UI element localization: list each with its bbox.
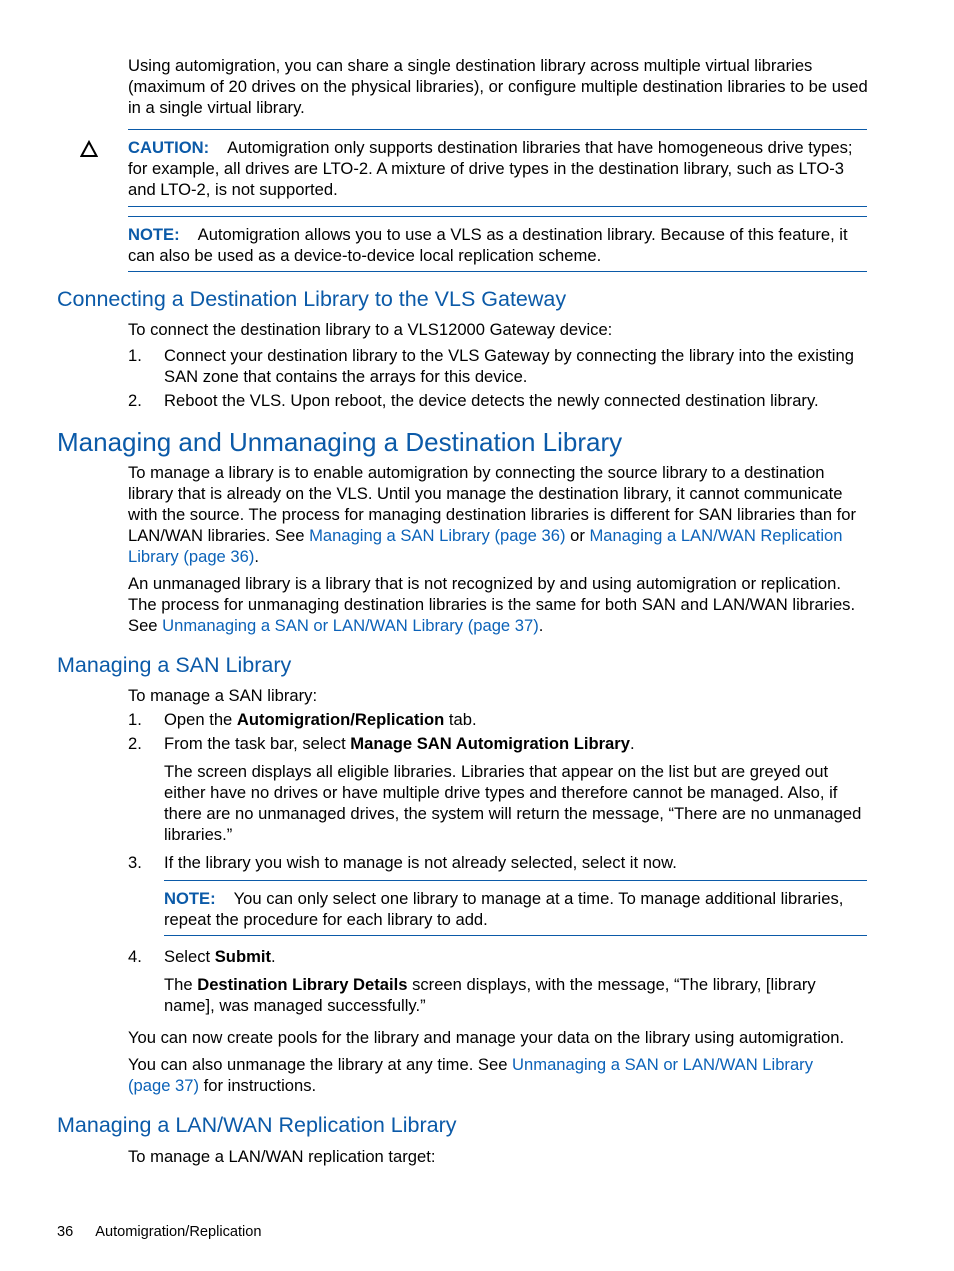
san-note-paragraph xyxy=(164,888,868,930)
link-unmanaging-library-2[interactable]: Unmanaging a SAN or LAN/WAN Library (page 37) xyxy=(128,1055,814,1095)
caution-label: CAUTION: xyxy=(128,138,210,157)
san-step-4-post: . xyxy=(270,947,276,966)
san-step-1-pre: Open the xyxy=(164,710,237,729)
connect-step-1-text: Connect your destination library to the VLS Gateway by connecting the library into the existing SAN zone that contains the arrays for this device. xyxy=(164,346,854,386)
manage-p1-mid: or xyxy=(565,526,590,545)
san-note-top-rule xyxy=(164,880,867,881)
section-heading-lanwan-library: Managing a LAN/WAN Replication Library xyxy=(57,1113,457,1137)
connect-step-2-text: Reboot the VLS. Upon reboot, the device detects the newly connected destination library. xyxy=(164,391,819,410)
san-step-2-bold: Manage SAN Automigration Library xyxy=(350,734,630,753)
note-bottom-rule xyxy=(128,271,867,272)
link-managing-lanwan-library[interactable]: Managing a LAN/WAN Replication Library (page 36) xyxy=(128,526,843,566)
manage-p1-end: . xyxy=(254,547,259,566)
manage-p1-text: To manage a library is to enable automigration by connecting the source library to a destination library that is already on the VLS. Until you manage the destination library, it cannot communicate with the source. The process for managing destination libraries is different for SAN libraries than for LAN/WAN libraries. See xyxy=(128,463,857,545)
lanwan-lead: To manage a LAN/WAN replication target: xyxy=(128,1147,436,1166)
san-step-4-num: 4. xyxy=(128,947,142,966)
san-step-3-num: 3. xyxy=(128,853,142,872)
san-step-3-text: If the library you wish to manage is not already selected, select it now. xyxy=(164,853,677,872)
manage-p2-end: . xyxy=(538,616,544,635)
san-step-1-num: 1. xyxy=(128,710,142,729)
san-step-2-pre: From the task bar, select xyxy=(164,734,351,753)
manage-paragraph-2 xyxy=(128,573,868,636)
san-step-4-detail xyxy=(164,974,868,1016)
note-paragraph xyxy=(128,224,868,266)
san-after-paragraph-2 xyxy=(128,1054,828,1096)
connect-step-1-num: 1. xyxy=(128,346,142,365)
san-step-2-post: . xyxy=(629,734,635,753)
san-note-text: You can only select one library to manage at a time. To manage additional libraries, repeat the procedure for each library to add. xyxy=(164,889,844,929)
manage-paragraph-1 xyxy=(128,462,868,567)
section-heading-san-library: Managing a SAN Library xyxy=(57,653,292,677)
manage-p2-text: An unmanaged library is a library that is not recognized by and using automigration or replication. The process for unmanaging destination libraries is the same for both SAN and LAN/WAN libraries. See xyxy=(128,574,856,635)
san-step-1-post: tab. xyxy=(444,710,477,729)
page-footer xyxy=(57,1223,262,1241)
footer-section-name: Automigration/Replication xyxy=(95,1224,262,1240)
san-after2-end: for instructions. xyxy=(199,1076,317,1095)
san-step-2-num: 2. xyxy=(128,734,142,753)
san-step-1-text xyxy=(164,709,868,730)
san-note-bottom-rule xyxy=(164,935,867,936)
san-step-2-text xyxy=(164,733,868,754)
link-unmanaging-library[interactable]: Unmanaging a SAN or LAN/WAN Library (page 37) xyxy=(162,616,539,635)
caution-paragraph xyxy=(128,137,868,200)
note-text: Automigration allows you to use a VLS as a destination library. Because of this feature, it can also be used as a device-to-device local replication scheme. xyxy=(128,225,848,265)
caution-triangle-icon xyxy=(80,140,98,158)
san-step-2-detail: The screen displays all eligible libraries. Libraries that appear on the list but are greyed out either have no drives or have multiple drive types and therefore cannot be managed. Also, if there are no unmanaged drives, the system will return the message, “There are no unmanaged libraries.” xyxy=(164,762,862,844)
san-step-4-text xyxy=(164,946,868,967)
san-step-4-detail-bold: Destination Library Details xyxy=(197,975,408,994)
note-top-rule xyxy=(128,216,867,217)
san-lead: To manage a SAN library: xyxy=(128,686,318,705)
caution-bottom-rule xyxy=(128,206,867,207)
san-step-4-bold: Submit xyxy=(214,947,271,966)
san-step-4-detail-post: screen displays, with the message, “The library, [library name], was managed successfully.” xyxy=(164,975,816,1015)
san-step-4-pre: Select xyxy=(164,947,215,966)
note-label: NOTE: xyxy=(128,225,180,244)
caution-top-rule xyxy=(128,129,867,130)
section-heading-managing-unmanaging: Managing and Unmanaging a Destination Library xyxy=(57,427,623,457)
san-step-4-detail-pre: The xyxy=(164,975,198,994)
link-managing-san-library[interactable]: Managing a SAN Library (page 36) xyxy=(309,526,566,545)
san-step-1-bold: Automigration/Replication xyxy=(236,710,445,729)
san-after2-text: You can also unmanage the library at any time. See xyxy=(128,1055,513,1074)
connect-step-2-num: 2. xyxy=(128,391,142,410)
connect-lead: To connect the destination library to a VLS12000 Gateway device: xyxy=(128,320,613,339)
caution-text: Automigration only supports destination libraries that have homogeneous drive types; for example, all drives are LTO-2. A mixture of drive types in the destination library, such as LTO-3 and LTO-2, is not supported. xyxy=(128,138,853,199)
san-after-paragraph-1: You can now create pools for the library and manage your data on the library using automigration. xyxy=(128,1028,845,1047)
footer-page-number: 36 xyxy=(57,1224,74,1240)
intro-paragraph: Using automigration, you can share a single destination library across multiple virtual libraries (maximum of 20 drives on the physical libraries), or configure multiple destination libraries to be used in a single virtual library. xyxy=(128,56,868,117)
section-heading-connecting: Connecting a Destination Library to the VLS Gateway xyxy=(57,287,567,311)
san-note-label: NOTE: xyxy=(164,889,216,908)
